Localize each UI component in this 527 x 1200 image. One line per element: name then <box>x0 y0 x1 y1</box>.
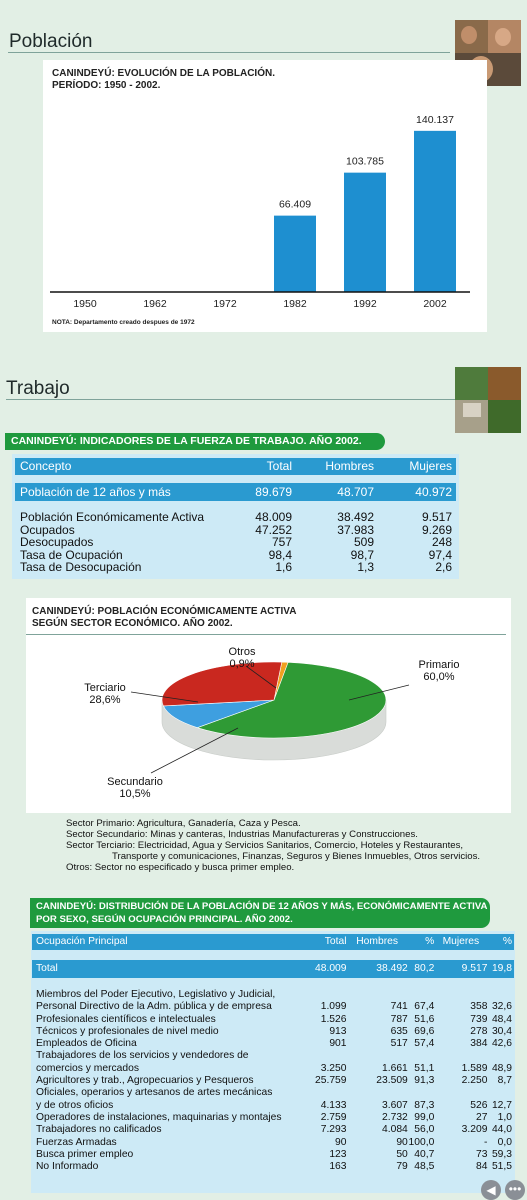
note-line: Otros: Sector no especificado y busca primer empleo. <box>66 862 295 873</box>
bar-value-label: 66.409 <box>278 198 312 211</box>
table-cell: 2,6 <box>435 560 452 575</box>
table-cell <box>408 989 435 1001</box>
table-cell: 48.009 <box>255 510 292 524</box>
table-row <box>36 1161 512 1173</box>
table-cell: Personal Directivo de la Adm. pública y de empresa <box>36 1001 272 1013</box>
table-title-line-2: POR SEXO, SEGÚN OCUPACIÓN PRINCIPAL. AÑO 2002. <box>36 914 293 925</box>
table-cell: 56,0 <box>414 1124 435 1136</box>
table-cell: 51,6 <box>414 1013 435 1025</box>
table-cell: 635 <box>390 1025 408 1037</box>
table-cell: 19,8 <box>491 963 512 974</box>
ocupacion-table-title <box>30 898 490 928</box>
header-pct-hombres: % <box>425 936 435 947</box>
table-cell: 23.509 <box>376 1075 408 1087</box>
table-cell: Trabajadores no calificados <box>36 1124 162 1136</box>
back-button[interactable] <box>481 1180 501 1200</box>
table-cell: 248 <box>431 535 452 550</box>
bar-2002 <box>414 131 456 292</box>
bar-1992 <box>344 173 386 292</box>
header-hombres: Hombres <box>325 459 374 473</box>
header-mujeres: Mujeres <box>442 936 480 947</box>
note-line: Sector Secundario: Minas y canteras, Industrias Manufactureras y Construcciones. <box>66 829 418 840</box>
indicadores-body-table <box>20 511 452 574</box>
table-cell: Trabajadores de los servicios y vendedores de <box>36 1050 249 1062</box>
ocupacion-table <box>31 931 515 1193</box>
table-cell <box>434 1050 487 1062</box>
table-cell: 123 <box>329 1148 347 1160</box>
table-cell: 9.517 <box>461 963 488 974</box>
pie-label-name: Secundario <box>107 776 163 788</box>
table-cell: 48,5 <box>414 1161 435 1173</box>
table-cell: 51,5 <box>491 1161 512 1173</box>
table-row <box>36 1038 512 1050</box>
table-cell <box>347 1050 408 1062</box>
more-icon: ••• <box>508 1182 522 1196</box>
pie-title-line-2: SEGÚN SECTOR ECONÓMICO. AÑO 2002. <box>32 618 233 629</box>
table-cell: 1,6 <box>275 560 292 575</box>
table-cell <box>304 989 347 1001</box>
ocupacion-body-table <box>36 989 512 1173</box>
table-cell: 3.209 <box>461 1124 488 1136</box>
table-cell <box>434 1087 487 1099</box>
pie-label-terciario <box>70 682 140 706</box>
more-button[interactable] <box>505 1180 525 1200</box>
section-title-poblacion: Población <box>9 31 93 52</box>
note-line: Sector Primario: Agricultura, Ganadería, Caza y Pesca. <box>66 818 301 829</box>
table-cell: Población de 12 años y más <box>20 485 171 499</box>
table-cell: 44,0 <box>491 1124 512 1136</box>
table-cell: Técnicos y profesionales de nivel medio <box>36 1025 219 1037</box>
table-cell: 1,0 <box>497 1111 512 1123</box>
table-row <box>36 1087 512 1099</box>
note-line: Transporte y comunicaciones, Finanzas, Seguros y Bienes Inmuebles, Otros servicios. <box>112 851 481 862</box>
table-cell: 32,6 <box>491 1001 512 1013</box>
table-row <box>20 561 452 574</box>
table-cell: Ocupados <box>20 522 75 537</box>
pie-label-name: Otros <box>228 646 256 658</box>
table-row <box>36 1014 512 1026</box>
table-cell: 25.759 <box>315 1075 347 1087</box>
table-cell: 358 <box>470 1001 488 1013</box>
table-cell <box>347 989 408 1001</box>
table-cell: 91,3 <box>414 1075 435 1087</box>
pie-label-value: 10,5% <box>119 788 151 800</box>
table-cell: 384 <box>470 1038 488 1050</box>
table-cell: Desocupados <box>20 535 94 550</box>
table-cell: 4.084 <box>382 1124 408 1136</box>
table-cell: 3.250 <box>320 1062 347 1074</box>
table-cell: 2.759 <box>320 1111 347 1123</box>
note-line: Sector Terciario: Electricidad, Agua y Servicios Sanitarios, Comercio, Hoteles y Restaurantes, <box>66 840 464 851</box>
table-cell: No Informado <box>36 1161 99 1173</box>
chart-title-line-2: PERÍODO: 1950 - 2002. <box>52 80 161 91</box>
work-photo <box>455 367 521 433</box>
header-mujeres: Mujeres <box>409 459 452 473</box>
table-cell: 901 <box>329 1038 347 1050</box>
table-cell: 1.526 <box>320 1013 347 1025</box>
ocupacion-total-table <box>36 963 512 975</box>
table-cell <box>487 1050 512 1062</box>
table-cell: 1,3 <box>357 560 374 575</box>
divider <box>26 634 506 635</box>
table-cell: 913 <box>329 1025 347 1037</box>
table-cell: 4.133 <box>320 1099 347 1111</box>
table-cell: 57,4 <box>414 1038 435 1050</box>
table-cell: 67,4 <box>414 1001 435 1013</box>
table-cell: 7.293 <box>320 1124 347 1136</box>
table-cell: 509 <box>353 535 374 550</box>
table-cell: 48,4 <box>491 1013 512 1025</box>
chart-note: NOTA: Departamento creado despues de 1972 <box>52 319 195 326</box>
header-ocupacion: Ocupación Principal <box>36 936 128 947</box>
table-row <box>36 1149 512 1161</box>
table-cell <box>434 989 487 1001</box>
table-cell: 2.250 <box>461 1075 488 1087</box>
pie-label-name: Terciario <box>84 682 126 694</box>
table-cell: 787 <box>390 1013 408 1025</box>
bar-value-label: 140.137 <box>416 113 454 126</box>
table-cell: 50 <box>396 1148 408 1160</box>
table-cell: Oficiales, operarios y artesanos de artes mecánicas <box>36 1087 273 1099</box>
x-tick-label: 1950 <box>73 298 97 310</box>
table-cell: 37.983 <box>337 522 374 537</box>
table-row <box>36 1137 512 1149</box>
table-cell: 739 <box>470 1013 488 1025</box>
section-title-trabajo: Trabajo <box>6 378 70 399</box>
pie-label-value: 28,6% <box>89 694 121 706</box>
table-cell <box>304 1087 347 1099</box>
table-cell <box>487 989 512 1001</box>
table-cell: 48,9 <box>491 1062 512 1074</box>
table-cell: 278 <box>470 1025 488 1037</box>
table-row <box>36 1001 512 1013</box>
pie-title-line-1: CANINDEYÚ: POBLACIÓN ECONÓMICAMENTE ACTIVA <box>32 606 297 617</box>
table-row <box>36 1100 512 1112</box>
table-cell: 99,0 <box>414 1111 435 1123</box>
table-cell: 79 <box>396 1161 408 1173</box>
table-cell <box>487 1087 512 1099</box>
table-cell <box>347 1087 408 1099</box>
table-cell: 12,7 <box>491 1099 512 1111</box>
table-cell: 517 <box>390 1038 408 1050</box>
x-tick-label: 2002 <box>423 298 447 310</box>
table-cell: 59,3 <box>491 1148 512 1160</box>
table-cell: 163 <box>329 1161 347 1173</box>
header-total: Total <box>266 459 292 473</box>
table-row <box>36 1026 512 1038</box>
table-row <box>36 1075 512 1087</box>
table-cell: 98,7 <box>350 547 374 562</box>
indicadores-table-title: CANINDEYÚ: INDICADORES DE LA FUERZA DE TRABAJO. AÑO 2002. <box>5 433 385 450</box>
table-cell <box>408 1087 435 1099</box>
table-cell: Agricultores y trab., Agropecuarios y Pesqueros <box>36 1075 254 1087</box>
table-cell: 3.607 <box>382 1099 408 1111</box>
table-cell: 8,7 <box>497 1075 512 1087</box>
table-cell: Profesionales científicos e intelectuales <box>36 1013 216 1025</box>
bar-value-label: 103.785 <box>346 155 384 168</box>
table-cell: Total <box>36 963 58 974</box>
pie-label-otros <box>217 646 267 670</box>
table-cell: y de otros oficios <box>36 1099 114 1111</box>
table-cell: Población Económicamente Activa <box>20 510 205 524</box>
table-cell: Operadores de instalaciones, maquinarias y montajes <box>36 1111 282 1123</box>
table-cell: 741 <box>390 1001 408 1013</box>
table-cell: 98,4 <box>268 547 292 562</box>
table-cell: 40.972 <box>415 485 452 499</box>
table-row <box>36 1112 512 1124</box>
table-row <box>36 1124 512 1136</box>
pie-label-value: 60,0% <box>423 671 455 683</box>
table-cell: 1.661 <box>382 1062 408 1074</box>
table-cell: 757 <box>271 535 292 550</box>
table-cell: 51,1 <box>414 1062 435 1074</box>
table-cell: 48.009 <box>315 963 347 974</box>
indicadores-header-table <box>20 460 452 473</box>
header-hombres: Hombres <box>356 936 399 947</box>
table-cell: 526 <box>470 1099 488 1111</box>
table-cell: 84 <box>475 1161 488 1173</box>
table-cell: 80,2 <box>414 963 435 974</box>
divider <box>8 52 450 53</box>
table-cell: comercios y mercados <box>36 1062 139 1074</box>
table-cell: Miembros del Poder Ejecutivo, Legislativo y Judicial, <box>36 989 276 1000</box>
table-row <box>36 1063 512 1075</box>
table-cell: 9.269 <box>421 522 452 537</box>
table-cell: 42,6 <box>491 1038 512 1050</box>
table-cell: 2.732 <box>382 1111 408 1123</box>
table-cell: 97,4 <box>428 547 452 562</box>
table-cell: 9.517 <box>421 510 452 524</box>
table-cell: 40,7 <box>414 1148 435 1160</box>
table-cell: Empleados de Oficina <box>36 1038 137 1050</box>
table-cell: - <box>484 1136 488 1148</box>
table-row <box>20 511 452 524</box>
header-pct-mujeres: % <box>502 936 512 947</box>
table-cell: 1.099 <box>320 1001 347 1013</box>
header-concepto: Concepto <box>20 459 72 473</box>
table-cell: 73 <box>475 1148 488 1160</box>
indicadores-table <box>12 454 459 579</box>
table-cell: 30,4 <box>491 1025 512 1037</box>
table-cell: 47.252 <box>255 522 292 537</box>
chart-title-line-1: CANINDEYÚ: EVOLUCIÓN DE LA POBLACIÓN. <box>52 68 275 79</box>
table-cell: 100,0 <box>408 1136 435 1148</box>
pie-label-primario <box>400 659 478 683</box>
table-cell: 38.492 <box>376 963 408 974</box>
table-cell: 38.492 <box>337 510 374 524</box>
population-chart-panel <box>43 60 487 332</box>
sector-notes <box>66 818 516 873</box>
indicadores-highlight-table <box>20 486 452 499</box>
x-tick-label: 1982 <box>283 298 307 310</box>
ocupacion-header-table <box>36 936 512 948</box>
table-cell: 0,0 <box>497 1136 512 1148</box>
table-cell <box>304 1050 347 1062</box>
table-cell: 89.679 <box>255 485 292 499</box>
x-tick-label: 1992 <box>353 298 377 310</box>
table-cell: 27 <box>475 1111 488 1123</box>
pie-label-value: 0,9% <box>229 658 255 670</box>
divider <box>6 399 484 400</box>
table-cell: 48.707 <box>337 485 374 499</box>
table-cell: 69,6 <box>414 1025 435 1037</box>
table-cell: Fuerzas Armadas <box>36 1136 117 1148</box>
pie-label-name: Primario <box>418 659 460 671</box>
table-cell: 90 <box>396 1136 408 1148</box>
table-cell: 1.589 <box>461 1062 488 1074</box>
table-cell: 90 <box>335 1136 347 1148</box>
x-tick-label: 1962 <box>143 298 167 310</box>
table-cell: Tasa de Desocupación <box>20 560 142 575</box>
population-bar-chart <box>43 60 487 332</box>
bar-1982 <box>274 216 316 292</box>
table-cell: Busca primer empleo <box>36 1148 134 1160</box>
pie-label-secundario <box>95 776 175 800</box>
header-total: Total <box>324 936 347 947</box>
x-tick-label: 1972 <box>213 298 237 310</box>
table-row <box>20 536 452 549</box>
table-title-line-1: CANINDEYÚ: DISTRIBUCIÓN DE LA POBLACIÓN DE 12 AÑOS Y MÁS, ECONÓMICAMENTE ACTIVA <box>36 901 488 912</box>
table-cell: 87,3 <box>414 1099 435 1111</box>
left-arrow-icon: ◀ <box>486 1183 496 1197</box>
table-row <box>36 989 512 1001</box>
table-cell <box>408 1050 435 1062</box>
table-cell: Tasa de Ocupación <box>20 547 123 562</box>
table-row <box>36 1050 512 1062</box>
